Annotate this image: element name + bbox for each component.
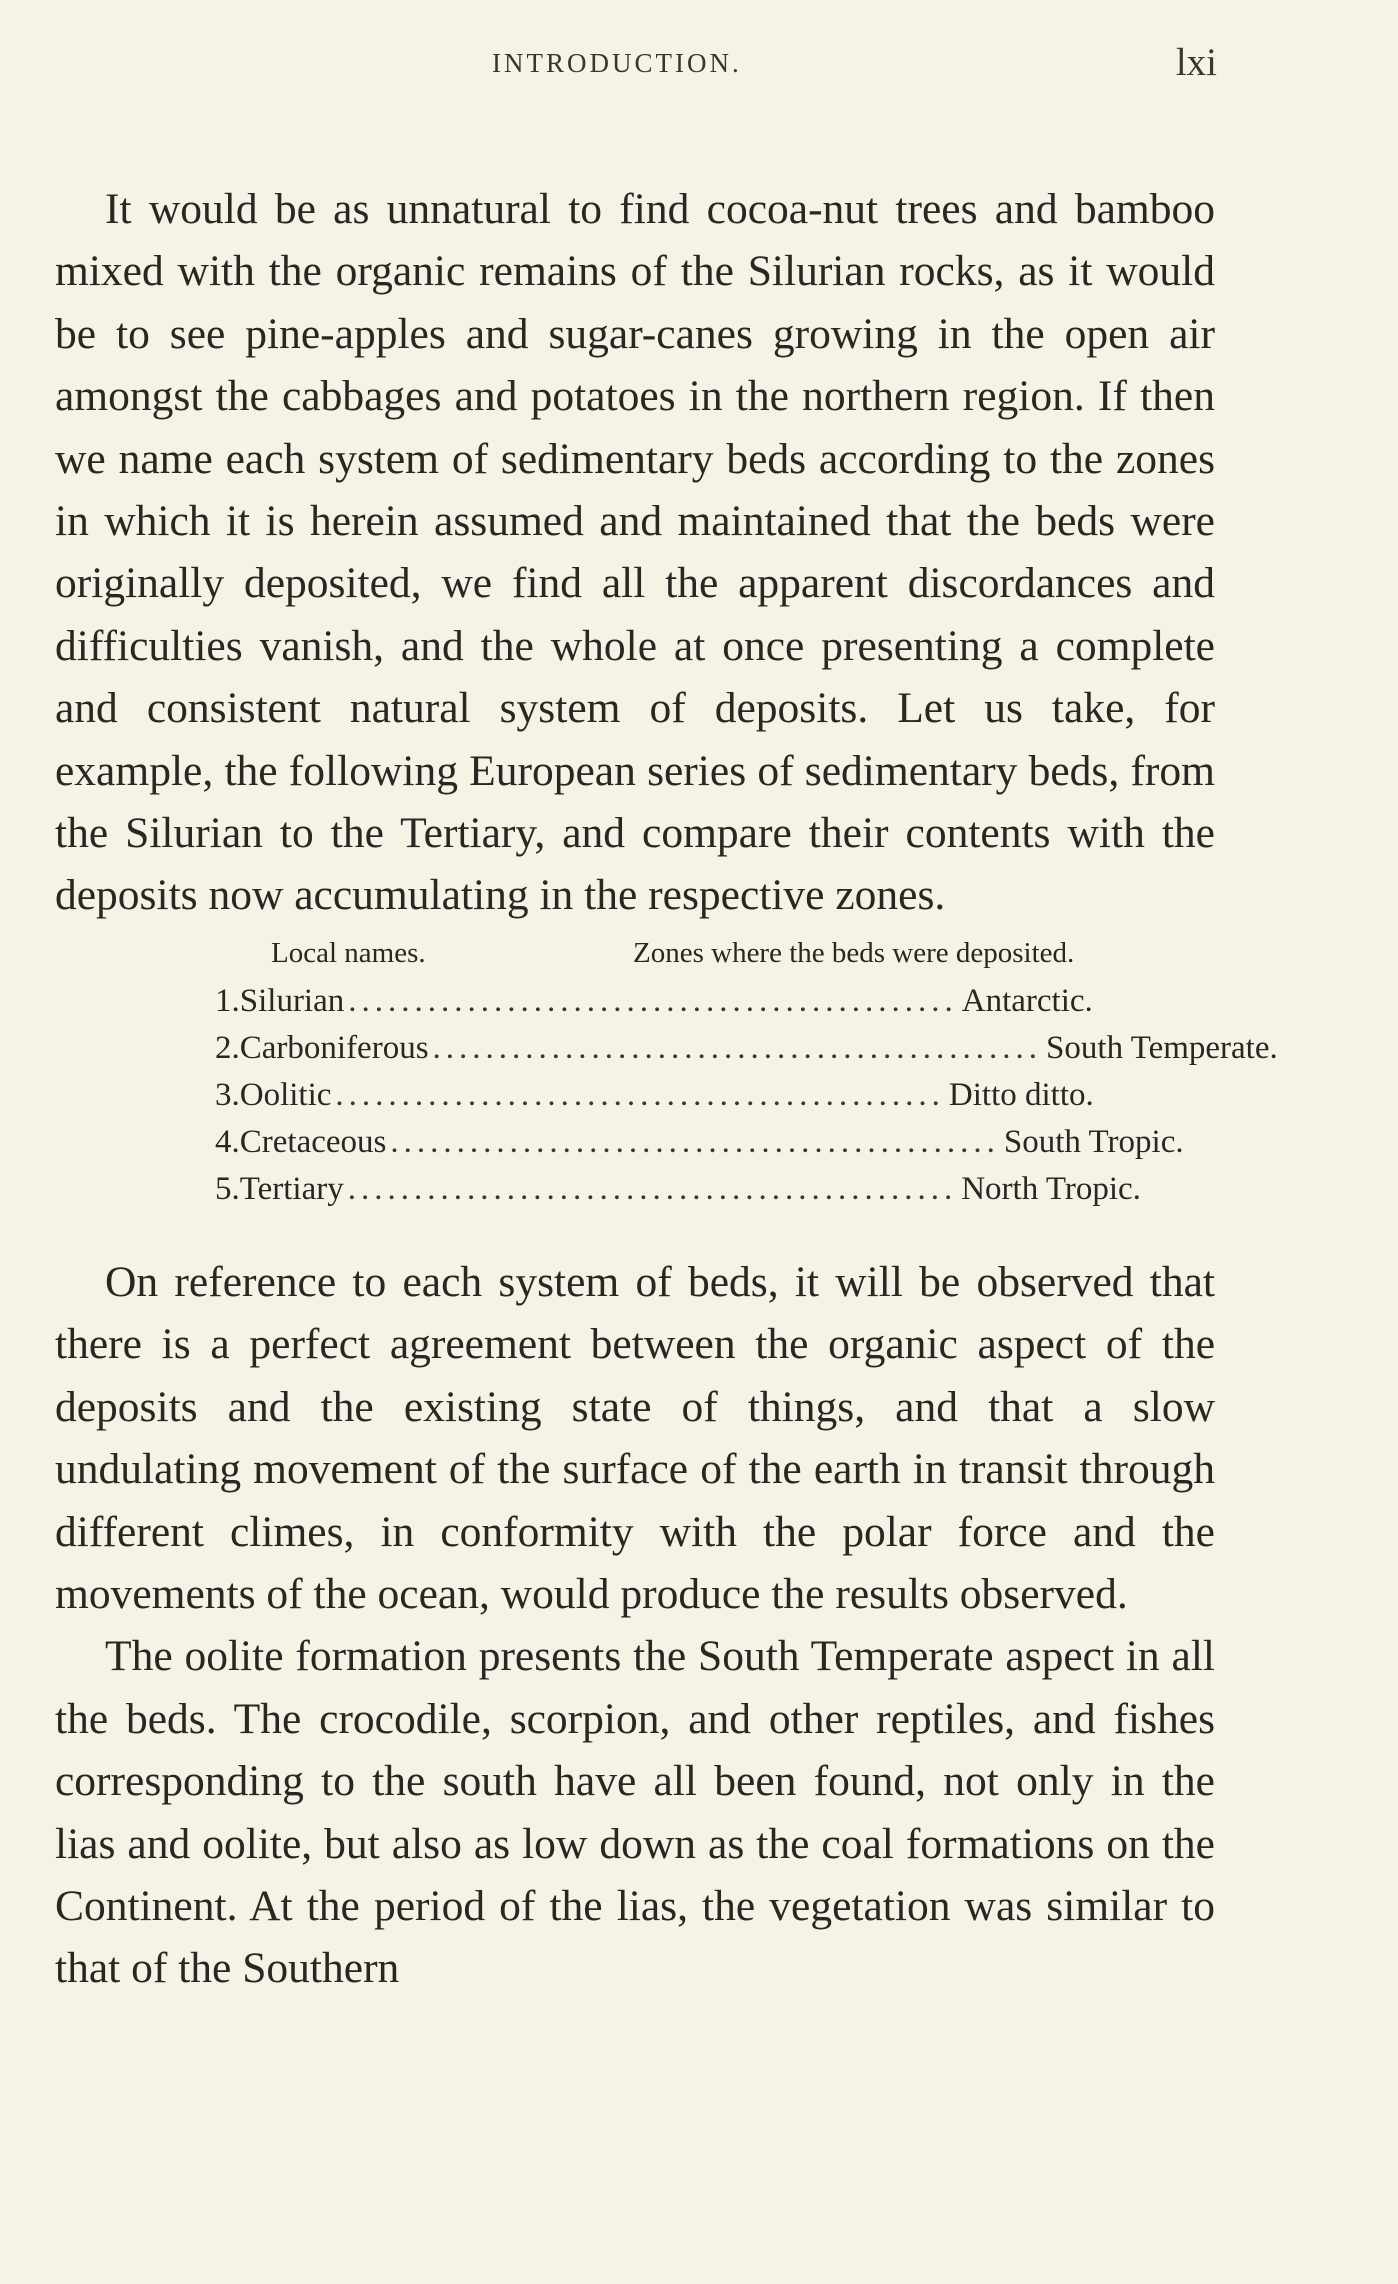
table-header-local-names: Local names. xyxy=(271,936,426,969)
row-number: 5. xyxy=(215,1170,240,1207)
row-zone: South Tropic. xyxy=(1003,1123,1184,1160)
dot-leader: .............................................. xyxy=(432,1029,1043,1066)
dot-leader: .............................................. xyxy=(390,1123,1000,1160)
row-zone: South Temperate. xyxy=(1046,1029,1278,1066)
table-row xyxy=(215,983,1095,1029)
table-row xyxy=(215,1029,1278,1076)
row-local-name: Tertiary xyxy=(239,1170,344,1207)
row-local-name: Silurian xyxy=(239,982,345,1019)
zones-table xyxy=(55,927,1278,1251)
dot-leader: .............................................. xyxy=(348,982,958,1019)
row-zone: North Tropic. xyxy=(961,1170,1141,1207)
page-header xyxy=(55,40,1215,90)
table-row xyxy=(215,1170,1141,1217)
paragraph-2: On reference to each system of beds, it will be observed that there is a perfect agreement between the organic aspect of the deposits and the existing state of things, and that a slow undulating movement of the surface of the earth in transit through different climes, in conformity with the polar force and the movements of the ocean, would produce the results observed. xyxy=(55,1257,1215,1618)
row-zone: Ditto ditto. xyxy=(948,1076,1094,1113)
row-local-name: Oolitic xyxy=(239,1076,332,1113)
table-header-zones: Zones where the beds were deposited. xyxy=(633,936,1075,969)
table-row xyxy=(215,1123,1184,1170)
dot-leader: .............................................. xyxy=(347,1170,958,1207)
row-local-name: Carboniferous xyxy=(239,1029,429,1066)
book-page xyxy=(55,40,1278,2000)
row-number: 4. xyxy=(215,1123,240,1160)
page-number: lxi xyxy=(1175,41,1217,84)
running-head: INTRODUCTION. xyxy=(492,48,742,78)
row-local-name: Cretaceous xyxy=(239,1123,387,1160)
dot-leader: .............................................. xyxy=(335,1076,945,1113)
row-number: 3. xyxy=(215,1076,240,1113)
paragraph-1: It would be as unnatural to find cocoa-nut trees and bamboo mixed with the organic remains of the Silurian rocks, as it would be to see pine-apples and sugar-canes growing in the open air amongst the cabbages and potatoes in the northern region. If then we name each system of sedimentary beds according to the zones in which it is herein assumed and maintained that the beds were originally deposited, we find all the apparent discordances and difficulties vanish, and the whole at once presenting a complete and consistent natural system of deposits. Let us take, for example, the following European series of sedimentary beds, from the Silurian to the Tertiary, and compare their contents with the deposits now accumulating in the respective zones. xyxy=(55,185,1215,920)
row-number: 1. xyxy=(215,982,240,1019)
paragraph-3: The oolite formation presents the South Temperate aspect in all the beds. The crocodile, scorpion, and other reptiles, and fishes corresponding to the south have all been found, not only in the lias and oolite, but also as low down as the coal formations on the Continent. At the period of the lias, the vegetation was similar to that of the Southern xyxy=(55,1632,1215,1993)
row-zone: Antarctic. xyxy=(961,982,1093,1019)
table-row xyxy=(215,1077,1095,1123)
row-number: 2. xyxy=(215,1029,240,1066)
